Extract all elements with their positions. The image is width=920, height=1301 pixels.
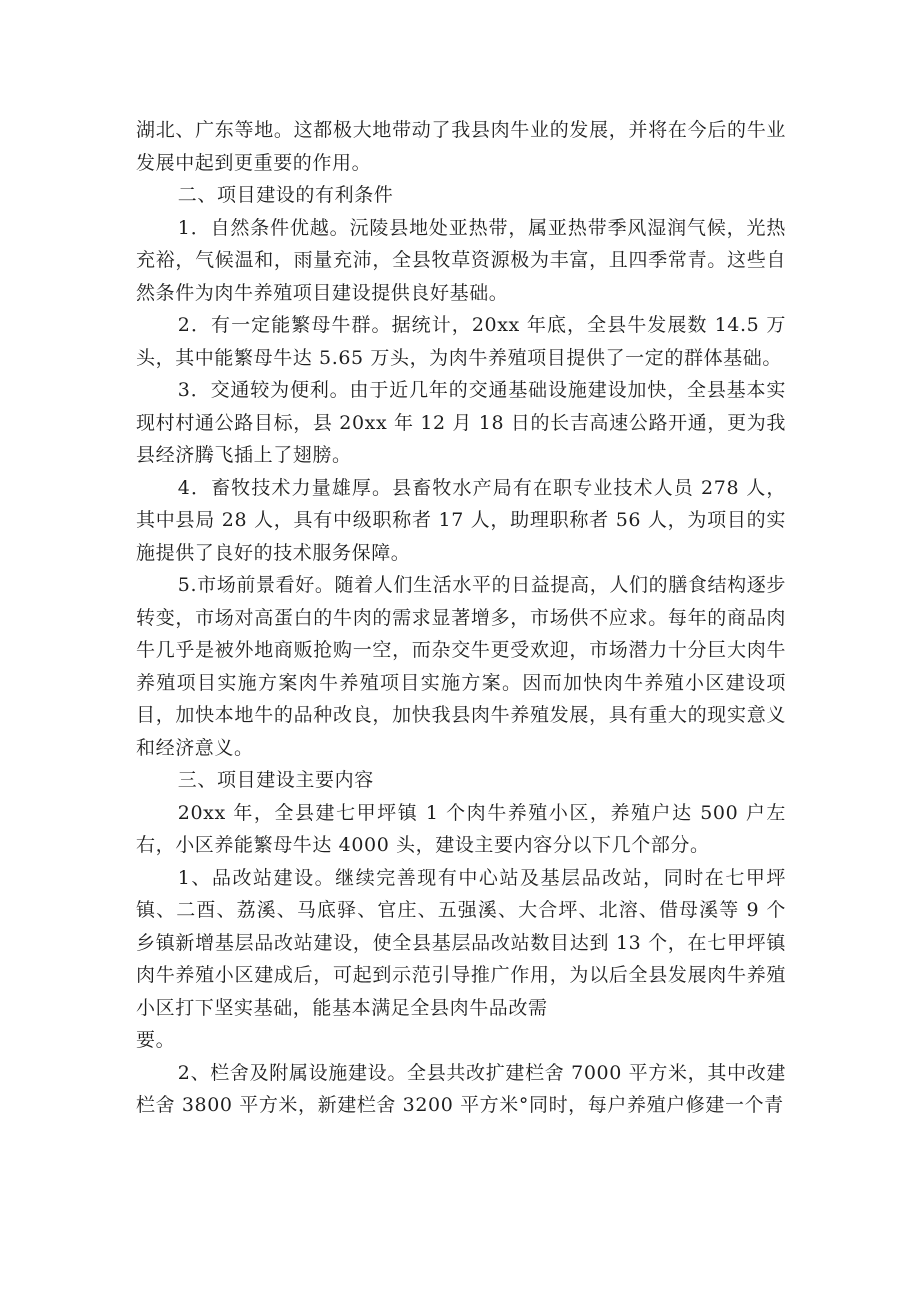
- paragraph-barn-construction: 2、栏舍及附属设施建设。全县共改扩建栏舍 7000 平方米，其中改建栏舍 3800 平方米，新建栏舍 3200 平方米°同时，每户养殖户修建一个青: [136, 1061, 786, 1116]
- section-heading-favorable-conditions: 二、项目建设的有利条件: [177, 184, 394, 206]
- paragraph-market-outlook: 5.市场前景看好。随着人们生活水平的日益提高，人们的膳食结构逐步转变，市场对高蛋白的牛肉的需求显著增多，市场供不应求。每年的商品肉牛几乎是被外地商贩抢购一空，而杂交牛更受欢迎，市场潜力十分巨大肉牛养殖项目实施方案肉牛养殖项目实施方案。因而加快肉牛养殖小区建设项目，加快本地牛的品种改良，加快我县肉牛养殖发展，具有重大的现实意义和经济意义。: [136, 574, 786, 759]
- paragraph-breeding-cattle: 2．有一定能繁母牛群。据统计，20xx 年底，全县牛发展数 14.5 万头，其中能繁母牛达 5.65 万头，为肉牛养殖项目提供了一定的群体基础。: [136, 314, 786, 369]
- document-body: [136, 114, 786, 1122]
- paragraph-fragment: 要。: [136, 1029, 176, 1051]
- paragraph-breeding-district: 20xx 年，全县建七甲坪镇 1 个肉牛养殖小区，养殖户达 500 户左右，小区养能繁母牛达 4000 头，建设主要内容分以下几个部分。: [136, 801, 786, 856]
- paragraph-natural-conditions: 1．自然条件优越。沅陵县地处亚热带，属亚热带季风湿润气候，光热充裕，气候温和，雨量充沛，全县牧草资源极为丰富，且四季常青。这些自然条件为肉牛养殖项目建设提供良好基础。: [136, 216, 786, 304]
- paragraph-improvement-stations: 1、品改站建设。继续完善现有中心站及基层品改站，同时在七甲坪镇、二酉、荔溪、马底驿、官庄、五强溪、大合坪、北溶、借母溪等 9 个乡镇新增基层品改站建设，使全县基层品改站数目达到 13 个，在七甲坪镇肉牛养殖小区建成后，可起到示范引导推广作用，为以后全县发展肉牛养殖小区打下坚实基础，能基本满足全县肉牛品改需: [136, 866, 786, 1019]
- paragraph-continuation: 湖北、广东等地。这都极大地带动了我县肉牛业的发展，并将在今后的牛业发展中起到更重要的作用。: [136, 119, 786, 174]
- paragraph-technical-strength: 4．畜牧技术力量雄厚。县畜牧水产局有在职专业技术人员 278 人，其中县局 28 人，具有中级职称者 17 人，助理职称者 56 人，为项目的实施提供了良好的技术服务保障。: [136, 476, 786, 564]
- paragraph-transportation: 3．交通较为便利。由于近几年的交通基础设施建设加快，全县基本实现村村通公路目标，县 20xx 年 12 月 18 日的长吉高速公路开通，更为我县经济腾飞插上了翅膀。: [136, 379, 786, 466]
- section-heading-main-content: 三、项目建设主要内容: [177, 769, 374, 791]
